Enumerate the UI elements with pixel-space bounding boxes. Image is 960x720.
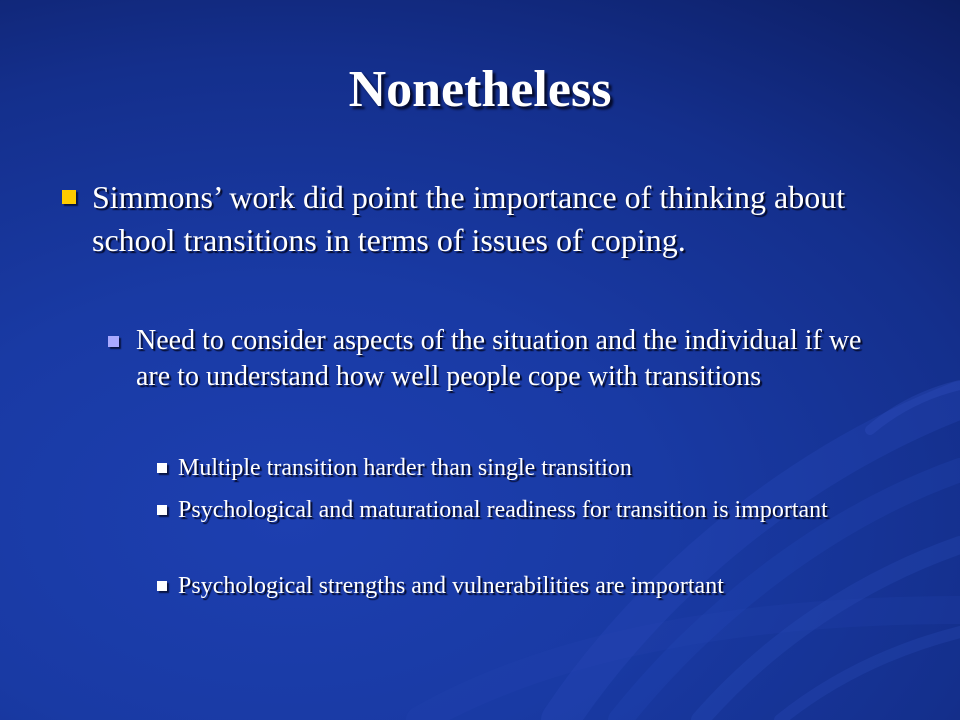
bullet-text: Multiple transition harder than single transition bbox=[178, 455, 632, 481]
bullet-level3 bbox=[178, 570, 898, 602]
bullet-level1 bbox=[92, 176, 882, 262]
bullet-text: Psychological and maturational readiness for transition is important bbox=[178, 497, 828, 523]
bullet-level3 bbox=[178, 494, 898, 526]
bullet-text: Need to consider aspects of the situation and the individual if we are to understand how well people cope with transitions bbox=[136, 325, 862, 392]
bullet-level2 bbox=[136, 323, 876, 395]
square-bullet-icon bbox=[157, 505, 167, 515]
bullet-text: Simmons’ work did point the importance of thinking about school transitions in terms of issues of coping. bbox=[92, 179, 846, 258]
slide-title: Nonetheless bbox=[348, 61, 612, 118]
bullet-level3 bbox=[178, 452, 898, 484]
square-bullet-icon bbox=[62, 190, 76, 204]
bullet-text: Psychological strengths and vulnerabilities are important bbox=[178, 573, 724, 599]
square-bullet-icon bbox=[157, 581, 167, 591]
square-bullet-icon bbox=[157, 463, 167, 473]
square-bullet-icon bbox=[108, 336, 119, 347]
